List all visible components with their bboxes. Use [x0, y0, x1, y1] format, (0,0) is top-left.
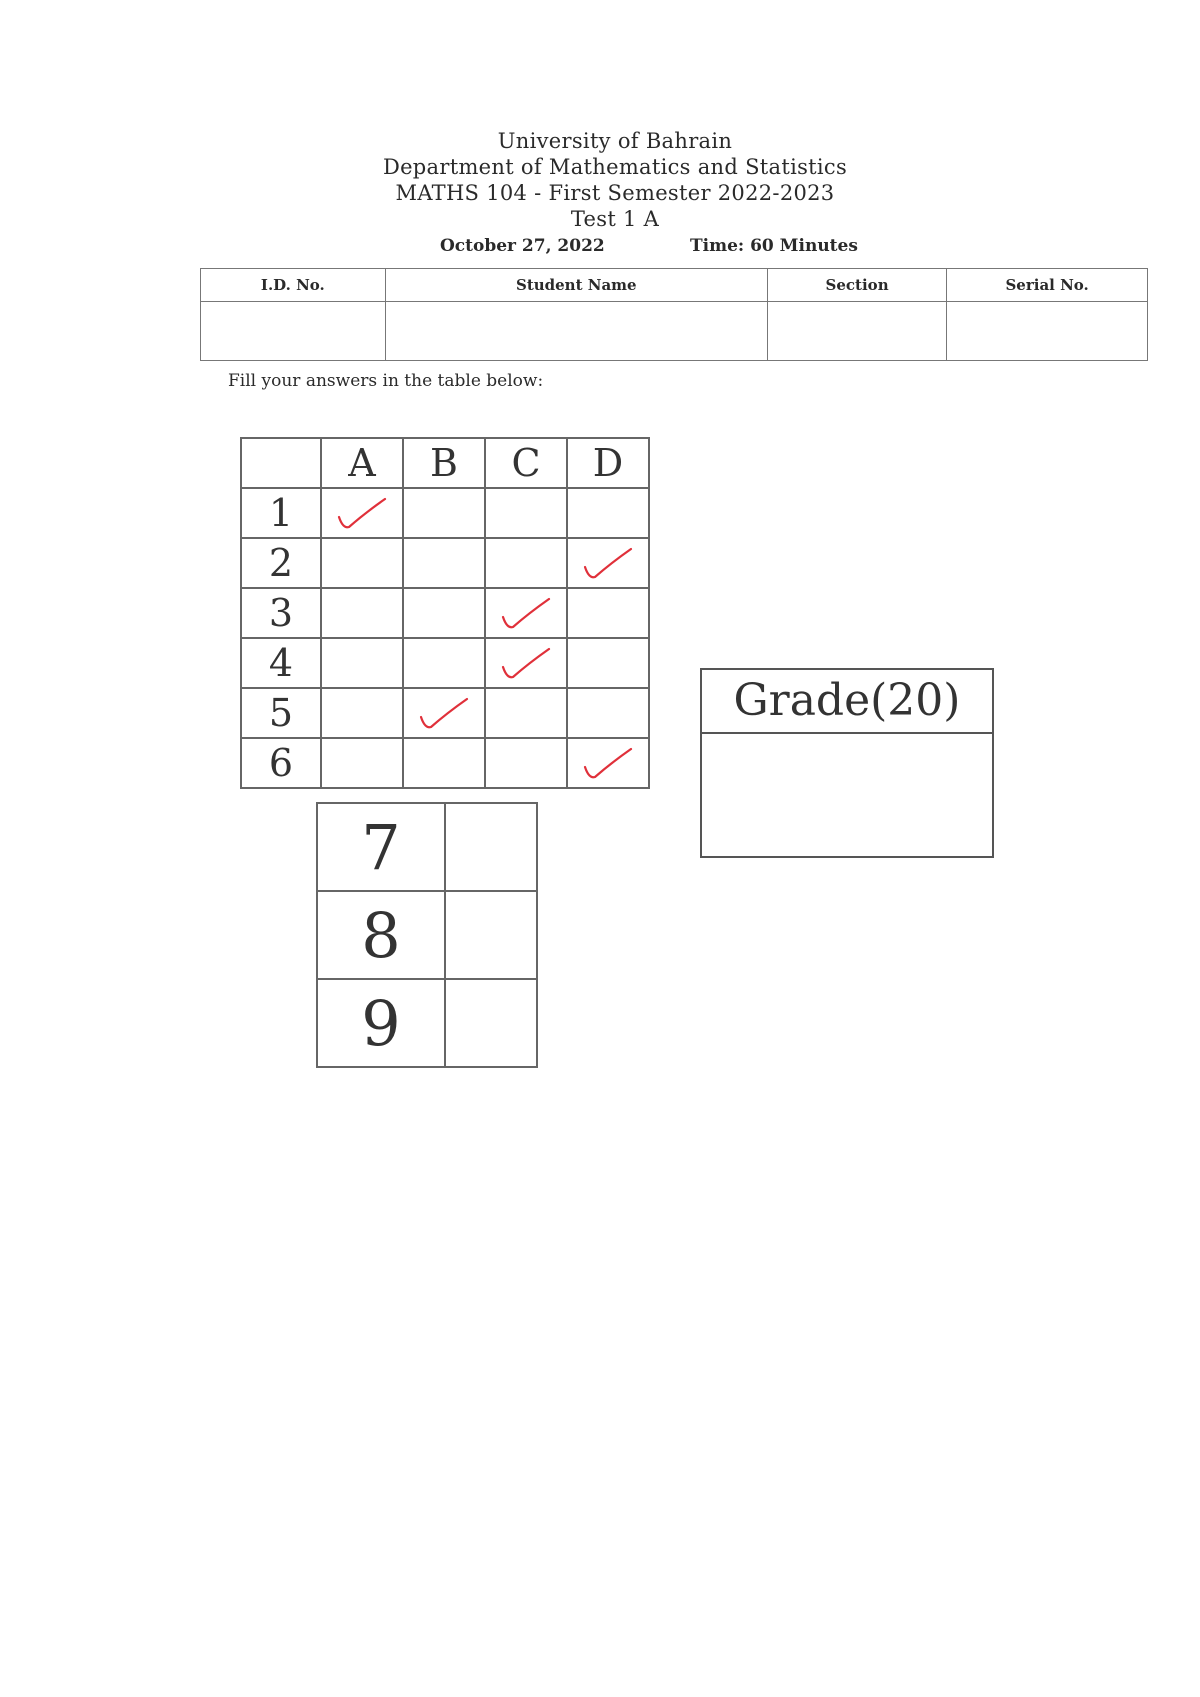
- answer-field[interactable]: [445, 891, 537, 979]
- exam-header: [0, 128, 1200, 232]
- answer-cell-a[interactable]: [321, 538, 403, 588]
- answer-cell-d[interactable]: [567, 588, 649, 638]
- checkmark-icon: [581, 545, 635, 581]
- answer-grid-header-row: [241, 438, 649, 488]
- name-column-header: Student Name: [385, 269, 767, 302]
- department-name: Department of Mathematics and Statistics: [382, 155, 848, 179]
- student-name-field[interactable]: [385, 302, 767, 361]
- answer-row: [241, 588, 649, 638]
- answer-row: [241, 488, 649, 538]
- answer-cell-b[interactable]: [403, 488, 485, 538]
- instructions-text: Fill your answers in the table below:: [228, 371, 544, 391]
- answer-cell-b[interactable]: [403, 738, 485, 788]
- grade-box: [700, 668, 994, 858]
- answer-cell-c[interactable]: [485, 638, 567, 688]
- answer-cell-a[interactable]: [321, 638, 403, 688]
- answer-row: [241, 638, 649, 688]
- answer-cell-c[interactable]: [485, 588, 567, 638]
- answer-cell-b[interactable]: [403, 688, 485, 738]
- question-number: 8: [317, 891, 445, 979]
- answer-cell-a[interactable]: [321, 488, 403, 538]
- id-column-header: I.D. No.: [201, 269, 386, 302]
- grade-value[interactable]: [702, 734, 992, 854]
- course-title: MATHS 104 - First Semester 2022-2023: [395, 181, 835, 205]
- extra-answer-row: [317, 803, 537, 891]
- question-number: 3: [241, 588, 321, 638]
- section-column-header: Section: [767, 269, 946, 302]
- answer-field[interactable]: [445, 979, 537, 1067]
- extra-answer-grid: [316, 802, 538, 1068]
- question-number: 5: [241, 688, 321, 738]
- extra-answer-row: [317, 979, 537, 1067]
- answer-cell-d[interactable]: [567, 688, 649, 738]
- answer-row: [241, 738, 649, 788]
- checkmark-icon: [335, 495, 389, 531]
- university-name: University of Bahrain: [497, 129, 733, 153]
- section-field[interactable]: [767, 302, 946, 361]
- checkmark-icon: [581, 745, 635, 781]
- answer-cell-d[interactable]: [567, 738, 649, 788]
- question-number: 7: [317, 803, 445, 891]
- answer-grid: [240, 437, 650, 789]
- answer-cell-a[interactable]: [321, 688, 403, 738]
- answer-row: [241, 538, 649, 588]
- answer-cell-d[interactable]: [567, 638, 649, 688]
- option-header-a: A: [321, 438, 403, 488]
- answer-cell-b[interactable]: [403, 538, 485, 588]
- answer-cell-b[interactable]: [403, 638, 485, 688]
- answer-grid-corner: [241, 438, 321, 488]
- answer-cell-d[interactable]: [567, 488, 649, 538]
- option-header-c: C: [485, 438, 567, 488]
- extra-answer-row: [317, 891, 537, 979]
- exam-duration: Time: 60 Minutes: [690, 236, 858, 256]
- answer-cell-c[interactable]: [485, 538, 567, 588]
- test-title: Test 1 A: [570, 207, 660, 231]
- question-number: 9: [317, 979, 445, 1067]
- option-header-b: B: [403, 438, 485, 488]
- option-header-d: D: [567, 438, 649, 488]
- serial-column-header: Serial No.: [947, 269, 1148, 302]
- answer-cell-b[interactable]: [403, 588, 485, 638]
- checkmark-icon: [499, 645, 553, 681]
- answer-cell-a[interactable]: [321, 738, 403, 788]
- answer-field[interactable]: [445, 803, 537, 891]
- answer-cell-c[interactable]: [485, 688, 567, 738]
- checkmark-icon: [417, 695, 471, 731]
- student-info-table: [200, 268, 1148, 361]
- question-number: 4: [241, 638, 321, 688]
- answer-cell-d[interactable]: [567, 538, 649, 588]
- answer-row: [241, 688, 649, 738]
- answer-cell-c[interactable]: [485, 488, 567, 538]
- serial-field[interactable]: [947, 302, 1148, 361]
- question-number: 1: [241, 488, 321, 538]
- checkmark-icon: [499, 595, 553, 631]
- answer-cell-a[interactable]: [321, 588, 403, 638]
- question-number: 6: [241, 738, 321, 788]
- exam-date: October 27, 2022: [440, 236, 605, 256]
- answer-cell-c[interactable]: [485, 738, 567, 788]
- grade-label: Grade(20): [702, 670, 992, 734]
- id-field[interactable]: [201, 302, 386, 361]
- question-number: 2: [241, 538, 321, 588]
